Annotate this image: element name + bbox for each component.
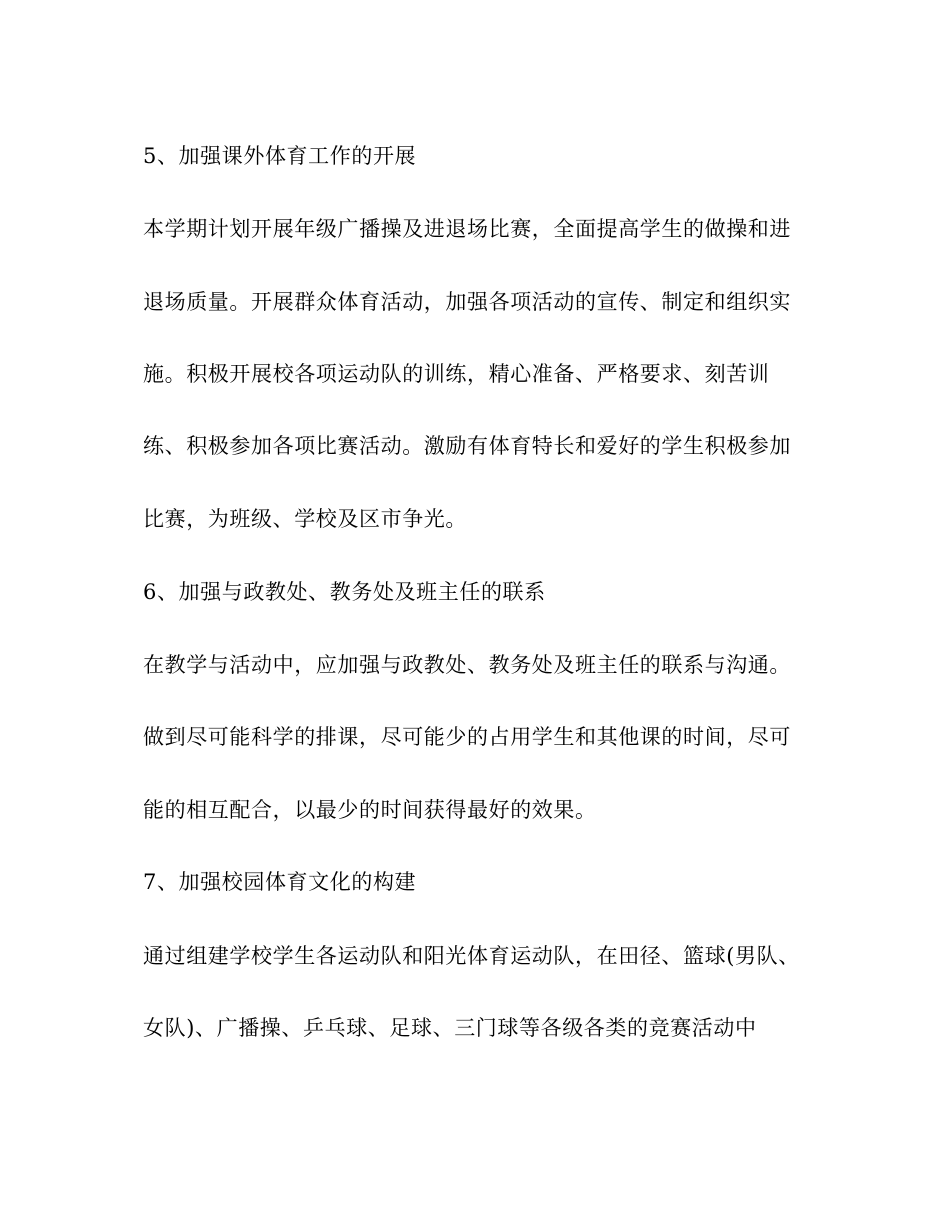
section-heading-6: 6、加强与政教处、教务处及班主任的联系 xyxy=(143,580,546,604)
paragraph-line: 退场质量。开展群众体育活动，加强各项活动的宣传、制定和组织实 xyxy=(143,290,791,314)
paragraph-line: 比赛，为班级、学校及区市争光。 xyxy=(143,507,467,531)
paragraph-line: 通过组建学校学生各运动队和阳光体育运动队，在田径、篮球(男队、 xyxy=(143,944,800,968)
paragraph-line: 本学期计划开展年级广播操及进退场比赛，全面提高学生的做操和进 xyxy=(143,217,791,241)
paragraph-line: 能的相互配合，以最少的时间获得最好的效果。 xyxy=(143,798,597,822)
paragraph-line: 在教学与活动中，应加强与政教处、教务处及班主任的联系与沟通。 xyxy=(143,653,791,677)
paragraph-line: 做到尽可能科学的排课，尽可能少的占用学生和其他课的时间，尽可 xyxy=(143,725,791,749)
section-heading-5: 5、加强课外体育工作的开展 xyxy=(143,144,417,168)
paragraph-line: 施。积极开展校各项运动队的训练，精心准备、严格要求、刻苦训 xyxy=(143,362,770,386)
paragraph-line: 练、积极参加各项比赛活动。激励有体育特长和爱好的学生积极参加 xyxy=(143,434,791,458)
paragraph-line: 女队)、广播操、乒乓球、足球、三门球等各级各类的竞赛活动中 xyxy=(143,1016,757,1040)
section-heading-7: 7、加强校园体育文化的构建 xyxy=(143,870,417,894)
